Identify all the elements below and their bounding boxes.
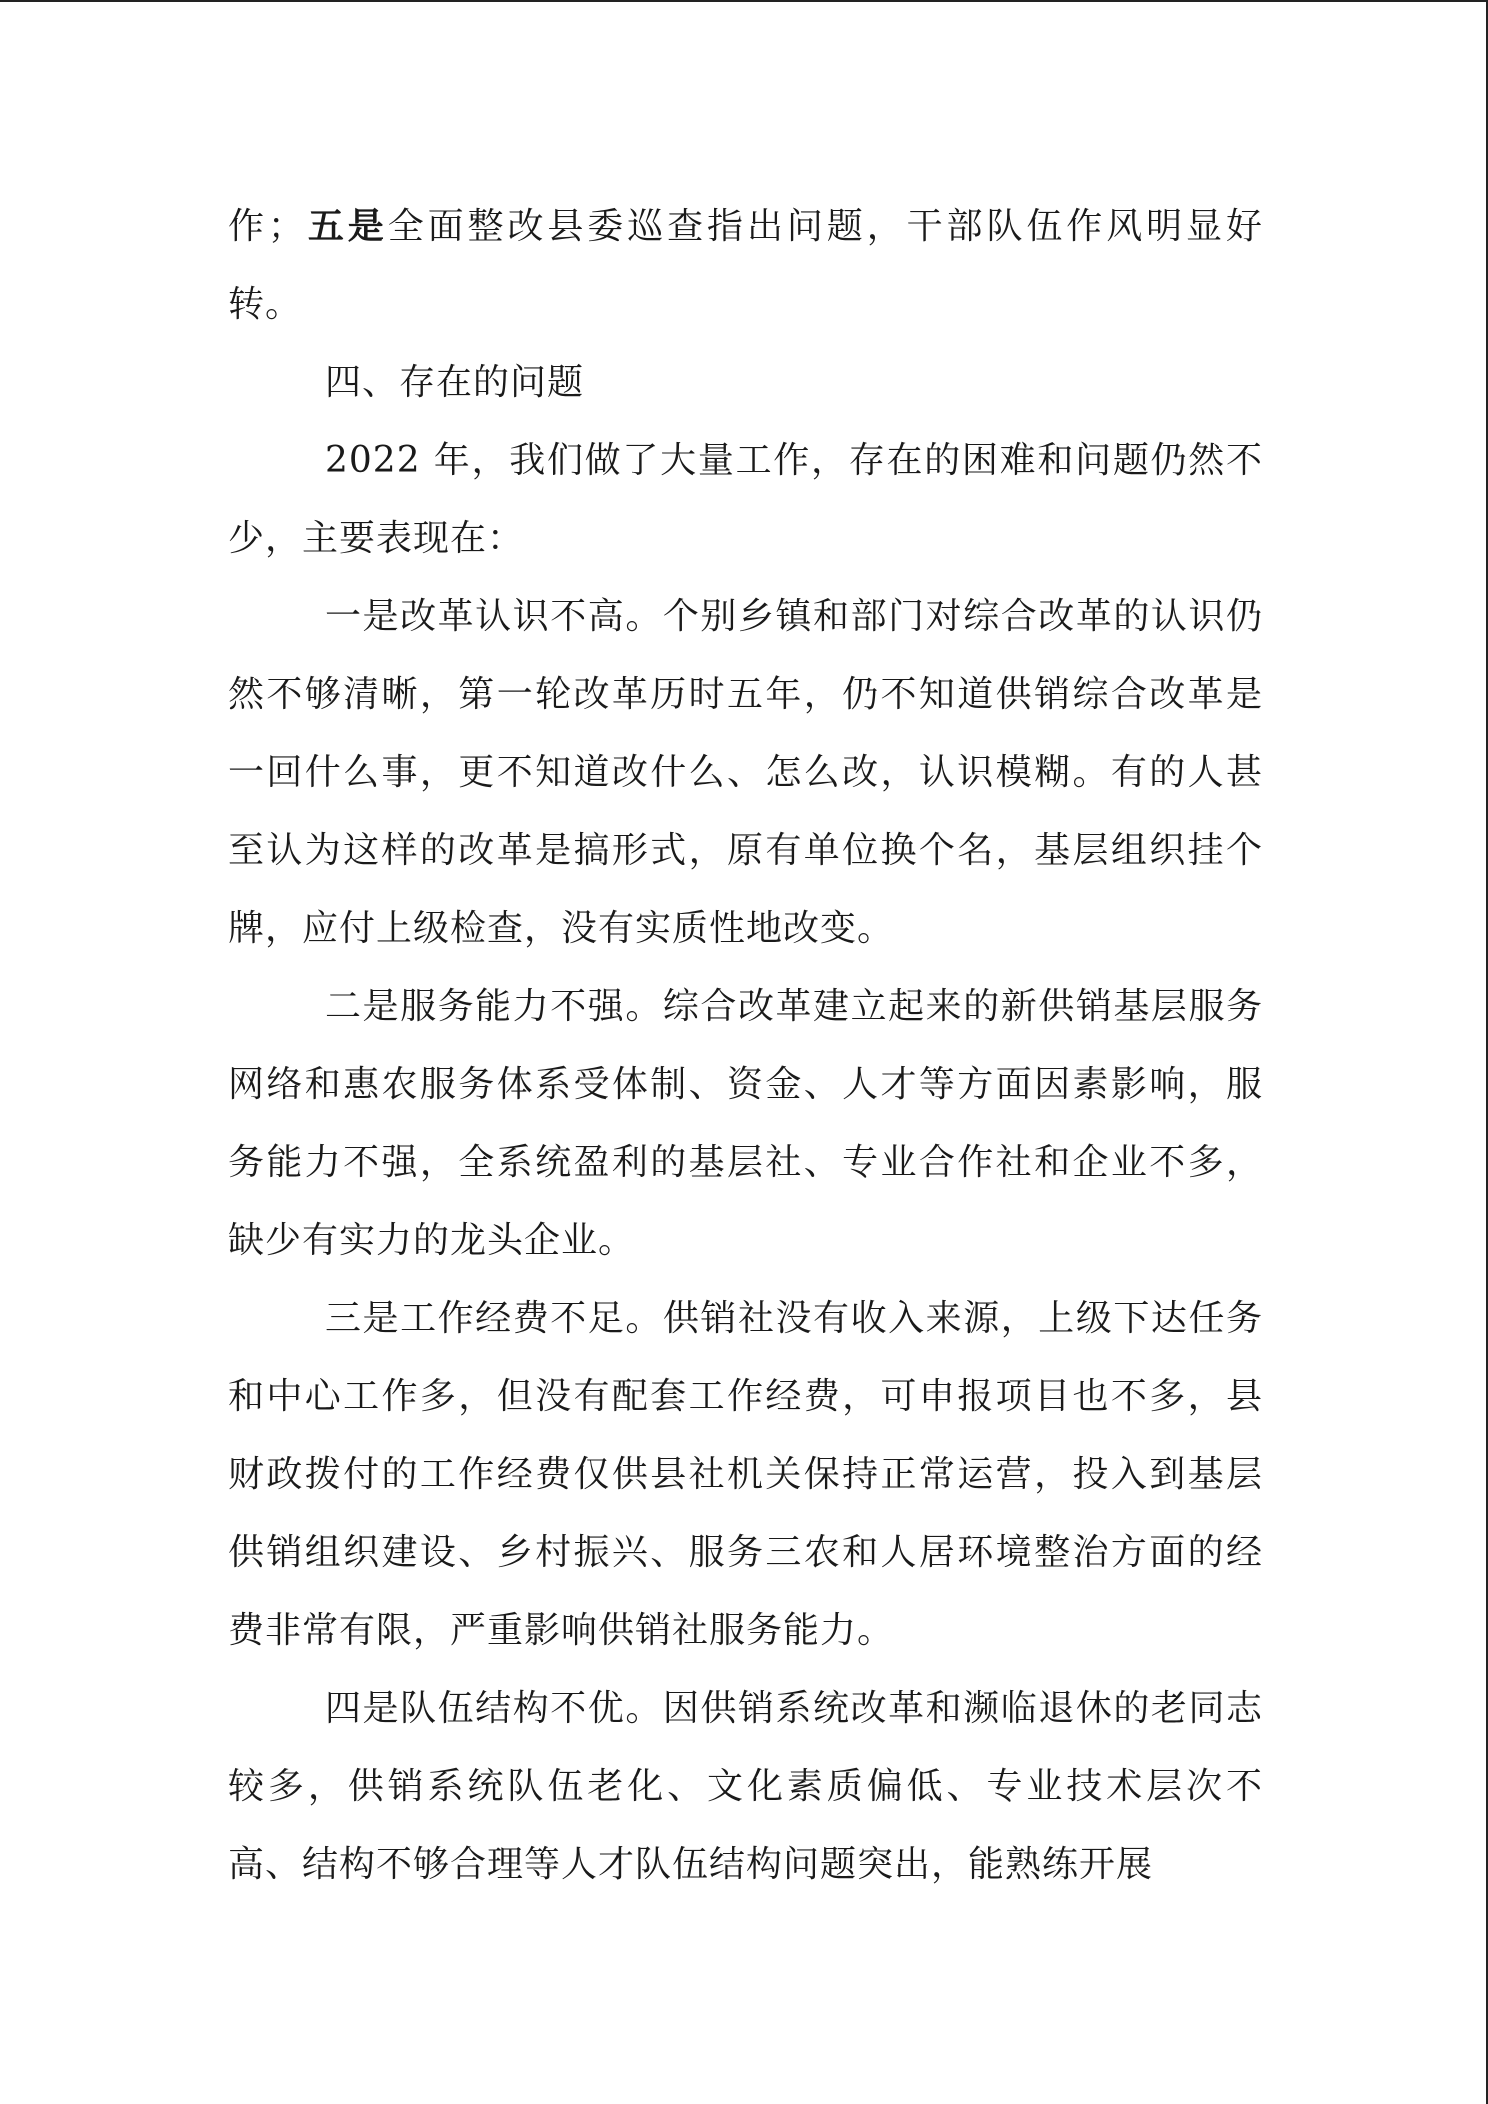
paragraph-issue-two: 二是服务能力不强。综合改革建立起来的新供销基层服务网络和惠农服务体系受体制、资金、人才等方面因素影响，服务能力不强，全系统盈利的基层社、专业合作社和企业不多，缺少有实力的龙头企业。 [228, 986, 1263, 1261]
paragraph-issue-one: 一是改革认识不高。个别乡镇和部门对综合改革的认识仍然不够清晰，第一轮改革历时五年，仍不知道供销综合改革是一回什么事，更不知道改什么、怎么改，认识模糊。有的人甚至认为这样的改革是搞形式，原有单位换个名，基层组织挂个牌，应付上级检查，没有实质性地改变。 [228, 596, 1263, 949]
paragraph-issue-four: 四是队伍结构不优。因供销系统改革和濒临退休的老同志较多，供销系统队伍老化、文化素质偏低、专业技术层次不高、结构不够合理等人才队伍结构问题突出，能熟练开展 [228, 1688, 1263, 1885]
document-body [228, 187, 1263, 1904]
paragraph-intro: 2022 年，我们做了大量工作，存在的困难和问题仍然不少，主要表现在： [228, 440, 1263, 559]
page-top-border [0, 0, 1488, 2]
paragraph-continuation [228, 187, 1263, 344]
paragraph-issue-three: 三是工作经费不足。供销社没有收入来源，上级下达任务和中心工作多，但没有配套工作经费，可申报项目也不多，县财政拨付的工作经费仅供县社机关保持正常运营，投入到基层供销组织建设、乡村振兴、服务三农和人居环境整治方面的经费非常有限，严重影响供销社服务能力。 [228, 1298, 1263, 1651]
paragraph-bold-lead: 五是 [304, 205, 388, 247]
section-heading: 四、存在的问题 [325, 362, 585, 403]
paragraph-rest: 全面整改县委巡查指出问题，干部队伍作风明显好转。 [228, 206, 1263, 325]
paragraph-prefix: 作； [228, 206, 305, 247]
